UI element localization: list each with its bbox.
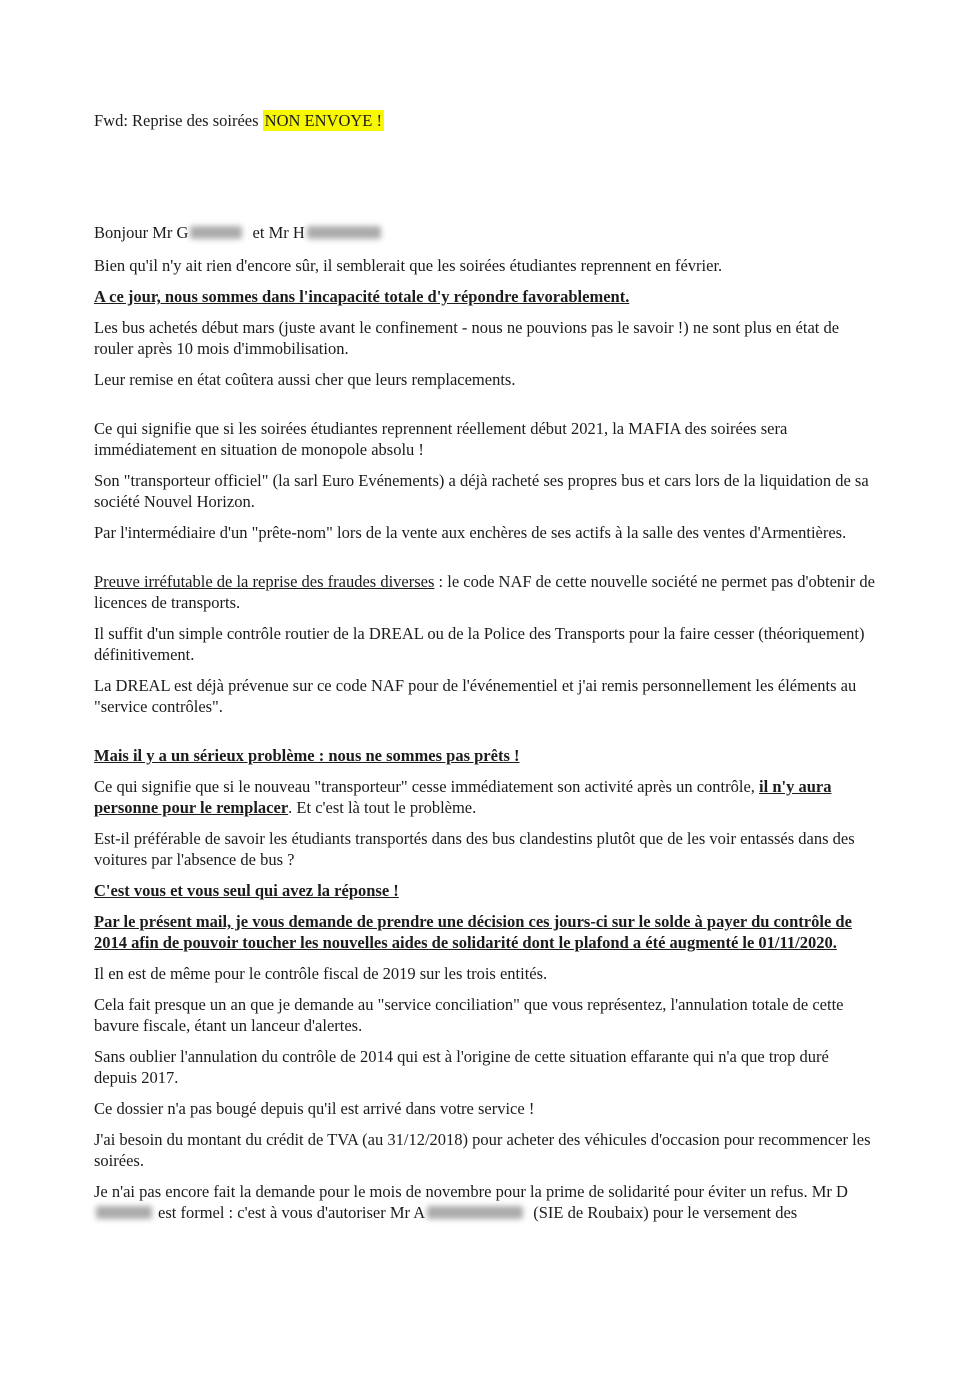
paragraph [94, 317, 876, 359]
paragraph [94, 470, 876, 512]
redacted-name-2 [307, 226, 381, 239]
paragraph-text: Bien qu'il n'y ait rien d'encore sûr, il semblerait que les soirées étudiantes reprennent en février. [94, 256, 723, 275]
paragraph [94, 745, 876, 766]
paragraph-text: Son "transporteur officiel" (la sarl Euro Evénements) a déjà racheté ses propres bus et cars lors de la liquidation de sa société Nouvel Horizon. [94, 471, 869, 511]
paragraph-text: J'ai besoin du montant du crédit de TVA (au 31/12/2018) pour acheter des véhicules d'occasion pour recommencer les soirées. [94, 1130, 871, 1170]
paragraph-text: Ce qui signifie que si le nouveau "transporteur" cesse immédiatement son activité après un contrôle, [94, 777, 760, 796]
paragraph-text: : le code NAF de cette nouvelle société ne permet pas d'obtenir de licences de transports. [94, 572, 875, 612]
paragraph [94, 1181, 876, 1223]
paragraph [94, 880, 876, 901]
paragraph-text: Ce qui signifie que si les soirées étudiantes reprennent réellement début 2021, la MAFIA des soirées sera immédiatement en situation de monopole absolu ! [94, 419, 788, 459]
paragraph [94, 911, 876, 953]
paragraph-text: (SIE de Roubaix) pour le versement des [529, 1203, 798, 1222]
paragraph [94, 623, 876, 665]
greeting-part1: Bonjour Mr G [94, 223, 189, 242]
paragraph-text: Il suffit d'un simple contrôle routier de la DREAL ou de la Police des Transports pour la faire cesser (théoriquement) définitivement. [94, 624, 865, 664]
paragraph [94, 1046, 876, 1088]
paragraph [94, 418, 876, 460]
paragraph [94, 828, 876, 870]
paragraph [94, 994, 876, 1036]
redacted-name-3 [96, 1206, 152, 1219]
paragraph-text: Est-il préférable de savoir les étudiants transportés dans des bus clandestins plutôt que de les voir entassés dans des voitures par l'absence de bus ? [94, 829, 855, 869]
paragraph-text: . Et c'est là tout le problème. [288, 798, 477, 817]
paragraph [94, 255, 876, 276]
paragraph-text: Par l'intermédiaire d'un "prête-nom" lors de la vente aux enchères de ses actifs à la salle des ventes d'Armentières. [94, 523, 847, 542]
paragraph-text-bold-underline: A ce jour, nous sommes dans l'incapacité totale d'y répondre favorablement. [94, 287, 630, 306]
paragraph-text: est formel : c'est à vous d'autoriser Mr A [158, 1203, 426, 1222]
paragraph [94, 1129, 876, 1171]
paragraph-text: Les bus achetés début mars (juste avant le confinement - nous ne pouvions pas le savoir !) ne sont plus en état de rouler après 10 mois d'immobilisation. [94, 318, 840, 358]
paragraph-text-bold-underline: il n'y aura personne pour le remplacer [94, 777, 832, 817]
paragraph-text: Il en est de même pour le contrôle fiscal de 2019 sur les trois entités. [94, 964, 548, 983]
paragraph-text-bold-underline: Par le présent mail, je vous demande de prendre une décision ces jours-ci sur le solde à payer du contrôle de 2014 afin de pouvoir toucher les nouvelles aides de solidarité dont le plafond a été augmenté le 01/11/2020. [94, 912, 852, 952]
paragraph-text: Leur remise en état coûtera aussi cher que leurs remplacements. [94, 370, 516, 389]
greeting-line [94, 222, 884, 243]
paragraph [94, 286, 876, 307]
paragraph [94, 571, 876, 613]
paragraph-text-underline: Preuve irréfutable de la reprise des fraudes diverses [94, 572, 435, 591]
paragraph-text: Sans oublier l'annulation du contrôle de 2014 qui est à l'origine de cette situation effarante qui n'a que trop duré depuis 2017. [94, 1047, 829, 1087]
paragraph-text: Ce dossier n'a pas bougé depuis qu'il est arrivé dans votre service ! [94, 1099, 535, 1118]
paragraph-text: Je n'ai pas encore fait la demande pour le mois de novembre pour la prime de solidarité pour éviter un refus. Mr D [94, 1182, 848, 1201]
paragraph [94, 963, 876, 984]
paragraph-text-bold-underline: Mais il y a un sérieux problème : nous ne sommes pas prêts ! [94, 746, 520, 765]
paragraph [94, 369, 876, 390]
redacted-name-1 [190, 226, 242, 239]
subject-highlight-non-envoye: NON ENVOYE ! [264, 111, 382, 130]
paragraph-text: La DREAL est déjà prévenue sur ce code NAF pour de l'événementiel et j'ai remis personnellement les éléments au "service contrôles". [94, 676, 857, 716]
paragraph [94, 776, 876, 818]
paragraph [94, 522, 876, 543]
redacted-name-4 [427, 1206, 523, 1219]
paragraph [94, 1098, 876, 1119]
email-subject-line [94, 110, 884, 131]
paragraph-text-bold-underline: C'est vous et vous seul qui avez la réponse ! [94, 881, 399, 900]
paragraph-text: Cela fait presque un an que je demande au "service conciliation" que vous représentez, l'annulation totale de cette bavure fiscale, étant un lanceur d'alertes. [94, 995, 844, 1035]
greeting-part2: et Mr H [248, 223, 305, 242]
paragraph [94, 675, 876, 717]
subject-prefix: Fwd: Reprise des soirées [94, 111, 263, 130]
